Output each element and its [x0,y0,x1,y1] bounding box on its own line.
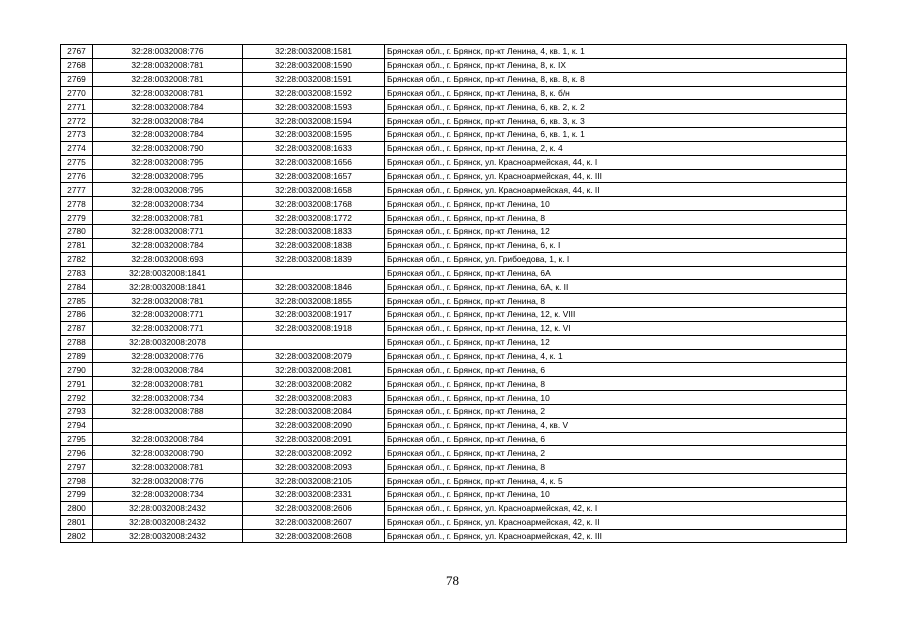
table-row [61,349,847,363]
row-number-cell: 2778 [61,197,93,211]
table-row [61,58,847,72]
parcel-number-cell: 32:28:0032008:784 [93,363,243,377]
parcel-number-cell: 32:28:0032008:784 [93,100,243,114]
address-cell: Брянская обл., г. Брянск, ул. Красноармейская, 42, к. III [385,529,847,543]
object-number-cell: 32:28:0032008:1592 [243,86,385,100]
table-row [61,529,847,543]
parcel-number-cell: 32:28:0032008:771 [93,321,243,335]
row-number-cell: 2802 [61,529,93,543]
address-cell: Брянская обл., г. Брянск, пр-кт Ленина, 6 [385,363,847,377]
row-number-cell: 2776 [61,169,93,183]
row-number-cell: 2770 [61,86,93,100]
address-cell: Брянская обл., г. Брянск, ул. Красноармейская, 44, к. III [385,169,847,183]
row-number-cell: 2787 [61,321,93,335]
address-cell: Брянская обл., г. Брянск, пр-кт Ленина, 2 [385,404,847,418]
parcel-number-cell: 32:28:0032008:734 [93,488,243,502]
parcel-number-cell: 32:28:0032008:771 [93,224,243,238]
address-cell: Брянская обл., г. Брянск, пр-кт Ленина, 8, к. б/н [385,86,847,100]
object-number-cell [243,266,385,280]
parcel-number-cell: 32:28:0032008:776 [93,45,243,59]
row-number-cell: 2785 [61,294,93,308]
parcel-number-cell: 32:28:0032008:781 [93,460,243,474]
address-cell: Брянская обл., г. Брянск, ул. Красноармейская, 44, к. II [385,183,847,197]
row-number-cell: 2798 [61,474,93,488]
parcel-number-cell: 32:28:0032008:781 [93,72,243,86]
table-row [61,488,847,502]
table-row [61,432,847,446]
parcel-number-cell: 32:28:0032008:693 [93,252,243,266]
object-number-cell: 32:28:0032008:2606 [243,501,385,515]
object-number-cell: 32:28:0032008:1772 [243,211,385,225]
table-row [61,141,847,155]
table-row [61,86,847,100]
table-row [61,100,847,114]
object-number-cell: 32:28:0032008:1917 [243,308,385,322]
parcel-number-cell: 32:28:0032008:776 [93,474,243,488]
parcel-number-cell: 32:28:0032008:784 [93,432,243,446]
parcel-number-cell: 32:28:0032008:795 [93,183,243,197]
parcel-number-cell: 32:28:0032008:795 [93,169,243,183]
address-cell: Брянская обл., г. Брянск, пр-кт Ленина, 10 [385,488,847,502]
table-row [61,169,847,183]
row-number-cell: 2792 [61,391,93,405]
parcel-number-cell: 32:28:0032008:776 [93,349,243,363]
object-number-cell: 32:28:0032008:1768 [243,197,385,211]
table-row [61,308,847,322]
table-row [61,238,847,252]
parcel-number-cell: 32:28:0032008:784 [93,128,243,142]
row-number-cell: 2791 [61,377,93,391]
address-cell: Брянская обл., г. Брянск, пр-кт Ленина, 8 [385,211,847,225]
row-number-cell: 2771 [61,100,93,114]
table-row [61,280,847,294]
object-number-cell: 32:28:0032008:1593 [243,100,385,114]
page-number: 78 [446,573,459,588]
row-number-cell: 2773 [61,128,93,142]
parcel-number-cell: 32:28:0032008:784 [93,114,243,128]
row-number-cell: 2767 [61,45,93,59]
table-row [61,418,847,432]
parcel-number-cell: 32:28:0032008:2432 [93,501,243,515]
row-number-cell: 2769 [61,72,93,86]
parcel-number-cell: 32:28:0032008:781 [93,377,243,391]
object-number-cell: 32:28:0032008:1633 [243,141,385,155]
object-number-cell: 32:28:0032008:2331 [243,488,385,502]
parcel-number-cell: 32:28:0032008:784 [93,238,243,252]
address-cell: Брянская обл., г. Брянск, пр-кт Ленина, 12 [385,224,847,238]
table-row [61,128,847,142]
registry-table [60,44,847,543]
row-number-cell: 2797 [61,460,93,474]
address-cell: Брянская обл., г. Брянск, пр-кт Ленина, 8, кв. 8, к. 8 [385,72,847,86]
table-row [61,211,847,225]
object-number-cell: 32:28:0032008:2083 [243,391,385,405]
address-cell: Брянская обл., г. Брянск, пр-кт Ленина, 6, кв. 3, к. 3 [385,114,847,128]
table-row [61,294,847,308]
address-cell: Брянская обл., г. Брянск, пр-кт Ленина, 8 [385,294,847,308]
table-row [61,321,847,335]
parcel-number-cell: 32:28:0032008:790 [93,446,243,460]
object-number-cell: 32:28:0032008:1918 [243,321,385,335]
address-cell: Брянская обл., г. Брянск, пр-кт Ленина, 4, кв. 1, к. 1 [385,45,847,59]
row-number-cell: 2801 [61,515,93,529]
row-number-cell: 2768 [61,58,93,72]
address-cell: Брянская обл., г. Брянск, пр-кт Ленина, 4, кв. V [385,418,847,432]
parcel-number-cell: 32:28:0032008:781 [93,294,243,308]
row-number-cell: 2782 [61,252,93,266]
row-number-cell: 2780 [61,224,93,238]
table-row [61,391,847,405]
registry-table-container [60,44,846,543]
address-cell: Брянская обл., г. Брянск, пр-кт Ленина, 6, кв. 1, к. 1 [385,128,847,142]
object-number-cell: 32:28:0032008:2081 [243,363,385,377]
address-cell: Брянская обл., г. Брянск, пр-кт Ленина, 2 [385,446,847,460]
address-cell: Брянская обл., г. Брянск, пр-кт Ленина, 4, к. 5 [385,474,847,488]
object-number-cell: 32:28:0032008:2084 [243,404,385,418]
address-cell: Брянская обл., г. Брянск, пр-кт Ленина, 6, к. I [385,238,847,252]
object-number-cell: 32:28:0032008:2091 [243,432,385,446]
address-cell: Брянская обл., г. Брянск, пр-кт Ленина, 10 [385,197,847,211]
table-row [61,114,847,128]
row-number-cell: 2786 [61,308,93,322]
object-number-cell: 32:28:0032008:2082 [243,377,385,391]
table-row [61,501,847,515]
object-number-cell: 32:28:0032008:1658 [243,183,385,197]
table-row [61,252,847,266]
table-row [61,515,847,529]
row-number-cell: 2777 [61,183,93,197]
parcel-number-cell: 32:28:0032008:734 [93,391,243,405]
object-number-cell: 32:28:0032008:1833 [243,224,385,238]
object-number-cell: 32:28:0032008:2608 [243,529,385,543]
row-number-cell: 2772 [61,114,93,128]
object-number-cell: 32:28:0032008:1846 [243,280,385,294]
table-row [61,474,847,488]
address-cell: Брянская обл., г. Брянск, пр-кт Ленина, 12, к. VI [385,321,847,335]
address-cell: Брянская обл., г. Брянск, пр-кт Ленина, 8 [385,377,847,391]
object-number-cell: 32:28:0032008:2105 [243,474,385,488]
row-number-cell: 2793 [61,404,93,418]
table-row [61,224,847,238]
table-row [61,363,847,377]
table-row [61,183,847,197]
parcel-number-cell: 32:28:0032008:734 [93,197,243,211]
table-row [61,377,847,391]
row-number-cell: 2794 [61,418,93,432]
parcel-number-cell: 32:28:0032008:781 [93,211,243,225]
table-row [61,446,847,460]
object-number-cell: 32:28:0032008:1581 [243,45,385,59]
address-cell: Брянская обл., г. Брянск, пр-кт Ленина, 12, к. VIII [385,308,847,322]
object-number-cell: 32:28:0032008:1656 [243,155,385,169]
address-cell: Брянская обл., г. Брянск, ул. Красноармейская, 42, к. II [385,515,847,529]
object-number-cell: 32:28:0032008:1855 [243,294,385,308]
parcel-number-cell: 32:28:0032008:1841 [93,266,243,280]
row-number-cell: 2783 [61,266,93,280]
row-number-cell: 2775 [61,155,93,169]
address-cell: Брянская обл., г. Брянск, пр-кт Ленина, 6А [385,266,847,280]
address-cell: Брянская обл., г. Брянск, пр-кт Ленина, 4, к. 1 [385,349,847,363]
parcel-number-cell: 32:28:0032008:781 [93,58,243,72]
row-number-cell: 2796 [61,446,93,460]
parcel-number-cell: 32:28:0032008:2432 [93,529,243,543]
object-number-cell: 32:28:0032008:1594 [243,114,385,128]
address-cell: Брянская обл., г. Брянск, ул. Красноармейская, 44, к. I [385,155,847,169]
row-number-cell: 2781 [61,238,93,252]
row-number-cell: 2788 [61,335,93,349]
address-cell: Брянская обл., г. Брянск, пр-кт Ленина, 10 [385,391,847,405]
object-number-cell: 32:28:0032008:2079 [243,349,385,363]
registry-table-body [61,45,847,543]
object-number-cell: 32:28:0032008:1591 [243,72,385,86]
table-row [61,404,847,418]
address-cell: Брянская обл., г. Брянск, пр-кт Ленина, 2, к. 4 [385,141,847,155]
object-number-cell: 32:28:0032008:2093 [243,460,385,474]
address-cell: Брянская обл., г. Брянск, пр-кт Ленина, 8 [385,460,847,474]
object-number-cell: 32:28:0032008:2090 [243,418,385,432]
parcel-number-cell: 32:28:0032008:2078 [93,335,243,349]
address-cell: Брянская обл., г. Брянск, пр-кт Ленина, 8, к. IX [385,58,847,72]
row-number-cell: 2790 [61,363,93,377]
object-number-cell: 32:28:0032008:2607 [243,515,385,529]
parcel-number-cell: 32:28:0032008:771 [93,308,243,322]
table-row [61,72,847,86]
parcel-number-cell: 32:28:0032008:795 [93,155,243,169]
row-number-cell: 2799 [61,488,93,502]
parcel-number-cell: 32:28:0032008:781 [93,86,243,100]
object-number-cell: 32:28:0032008:1657 [243,169,385,183]
row-number-cell: 2795 [61,432,93,446]
object-number-cell: 32:28:0032008:1590 [243,58,385,72]
table-row [61,155,847,169]
row-number-cell: 2789 [61,349,93,363]
object-number-cell: 32:28:0032008:2092 [243,446,385,460]
table-row [61,45,847,59]
object-number-cell: 32:28:0032008:1839 [243,252,385,266]
row-number-cell: 2774 [61,141,93,155]
parcel-number-cell: 32:28:0032008:788 [93,404,243,418]
address-cell: Брянская обл., г. Брянск, пр-кт Ленина, 6, кв. 2, к. 2 [385,100,847,114]
address-cell: Брянская обл., г. Брянск, пр-кт Ленина, 12 [385,335,847,349]
object-number-cell: 32:28:0032008:1838 [243,238,385,252]
object-number-cell [243,335,385,349]
table-row [61,460,847,474]
object-number-cell: 32:28:0032008:1595 [243,128,385,142]
address-cell: Брянская обл., г. Брянск, пр-кт Ленина, 6А, к. II [385,280,847,294]
address-cell: Брянская обл., г. Брянск, ул. Красноармейская, 42, к. I [385,501,847,515]
table-row [61,266,847,280]
table-row [61,197,847,211]
address-cell: Брянская обл., г. Брянск, ул. Грибоедова, 1, к. I [385,252,847,266]
address-cell: Брянская обл., г. Брянск, пр-кт Ленина, 6 [385,432,847,446]
row-number-cell: 2779 [61,211,93,225]
parcel-number-cell: 32:28:0032008:1841 [93,280,243,294]
row-number-cell: 2800 [61,501,93,515]
parcel-number-cell: 32:28:0032008:2432 [93,515,243,529]
table-row [61,335,847,349]
parcel-number-cell [93,418,243,432]
parcel-number-cell: 32:28:0032008:790 [93,141,243,155]
row-number-cell: 2784 [61,280,93,294]
